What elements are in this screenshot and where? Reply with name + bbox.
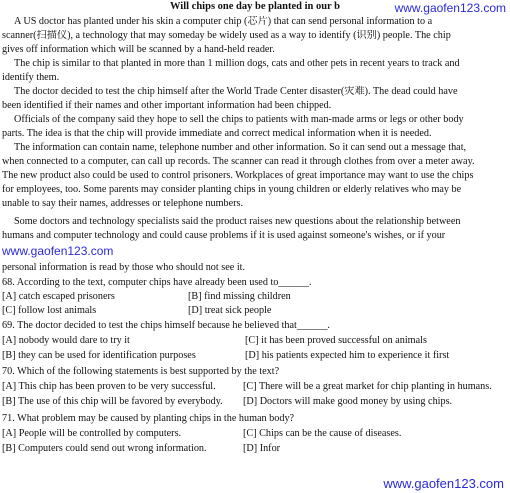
watermark-bottom: www.gaofen123.com bbox=[383, 476, 504, 491]
passage-line: when connected to a computer, can call up records. The scanner can read it through clothes from over a meter away. bbox=[2, 156, 475, 167]
passage-title: Will chips one day be planted in our b bbox=[170, 1, 340, 12]
passage-line: The information can contain name, telephone number and other information. So it can send out a message that, bbox=[14, 142, 467, 153]
passage-line: for employees, too. Some parents may consider planting chips in young children or elderly relatives who may be bbox=[2, 184, 462, 195]
answer-option[interactable]: [B] they can be used for identification purposes bbox=[2, 350, 196, 361]
passage-line: been identified if their names and other important information had been chipped. bbox=[2, 100, 332, 111]
answer-option[interactable]: [B] Computers could send out wrong information. bbox=[2, 443, 207, 454]
answer-option[interactable]: [A] People will be controlled by computers. bbox=[2, 428, 182, 439]
watermark-middle: www.gaofen123.com bbox=[2, 244, 114, 258]
passage-line: personal information is read by those who should not see it. bbox=[2, 262, 246, 273]
answer-option[interactable]: [D] Infor bbox=[243, 443, 281, 454]
passage-line: gives off information which will be scanned by a hand-held reader. bbox=[2, 44, 275, 55]
passage-line: identify them. bbox=[2, 72, 60, 83]
question-stem: 70. Which of the following statements is best supported by the text? bbox=[2, 366, 280, 377]
question-stem: 68. According to the text, computer chips have already been used to______. bbox=[2, 277, 312, 288]
answer-option[interactable]: [D] treat sick people bbox=[188, 305, 272, 316]
answer-option[interactable]: [A] catch escaped prisoners bbox=[2, 291, 115, 302]
passage-line: Some doctors and technology specialists said the product raises new questions about the relationship between bbox=[14, 216, 461, 227]
answer-option[interactable]: [B] find missing children bbox=[188, 291, 291, 302]
question-stem: 69. The doctor decided to test the chips himself because he believed that______. bbox=[2, 320, 330, 331]
answer-option[interactable]: [A] This chip has been proven to be very successful. bbox=[2, 381, 216, 392]
answer-option[interactable]: [C] follow lost animals bbox=[2, 305, 97, 316]
passage-line: The doctor decided to test the chip himself after the World Trade Center disaster(灾难). The dead could have bbox=[14, 86, 458, 97]
question-stem: 71. What problem may be caused by planting chips in the human body? bbox=[2, 413, 295, 424]
passage-line: A US doctor has planted under his skin a computer chip (芯片) that can send personal information to a bbox=[14, 16, 433, 27]
answer-option[interactable]: [A] nobody would dare to try it bbox=[2, 335, 130, 346]
answer-option[interactable]: [D] Doctors will make good money by using chips. bbox=[243, 396, 453, 407]
answer-option[interactable]: [B] The use of this chip will be favored by everybody. bbox=[2, 396, 223, 407]
passage-line: The new product also could be used to control prisoners. Workplaces of great importance may want to use the chips bbox=[2, 170, 474, 181]
passage-line: Officials of the company said they hope to sell the chips to patients with man-made arms or legs or other body bbox=[14, 114, 464, 125]
passage-line: humans and computer technology and could cause problems if it is used against someone's wishes, or if your bbox=[2, 230, 446, 241]
passage-line: parts. The idea is that the chip will provide immediate and correct medical information when it is needed. bbox=[2, 128, 432, 139]
passage-line: unable to say their names, addresses or telephone numbers. bbox=[2, 198, 244, 209]
answer-option[interactable]: [C] Chips can be the cause of diseases. bbox=[243, 428, 402, 439]
answer-option[interactable]: [C] it has been proved successful on animals bbox=[245, 335, 427, 346]
watermark-top: www.gaofen123.com bbox=[394, 1, 506, 15]
passage-line: scanner(扫描仪), a technology that may someday be widely used as a way to identify (识别) people. The chip bbox=[2, 30, 451, 41]
answer-option[interactable]: [C] There will be a great market for chip planting in humans. bbox=[243, 381, 492, 392]
passage-line: The chip is similar to that planted in more than 1 million dogs, cats and other pets in recent years to track and bbox=[14, 58, 460, 69]
answer-option[interactable]: [D] his patients expected him to experience it first bbox=[245, 350, 450, 361]
